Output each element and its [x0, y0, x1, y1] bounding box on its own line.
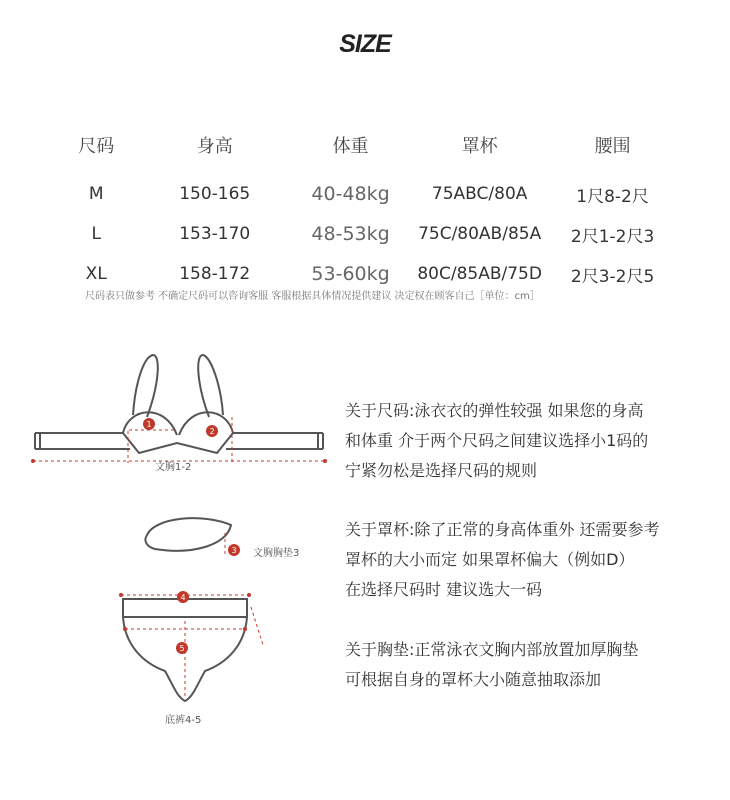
size-advice [345, 396, 648, 486]
cell-cup: 75ABC/80A [431, 184, 528, 204]
cell-waist: 2尺1-2尺3 [570, 226, 655, 247]
cell-height: 158-172 [179, 264, 251, 284]
dot-icon [243, 627, 247, 631]
dot-icon [323, 459, 327, 463]
cell-waist: 1尺8-2尺 [576, 186, 649, 207]
cup-advice [345, 515, 659, 605]
size-table [50, 128, 680, 294]
marker-4-label: 4 [180, 593, 186, 602]
dot-icon [247, 593, 251, 597]
bra-label: 文胸1-2 [155, 462, 192, 473]
brief-label: 底裤4-5 [165, 715, 202, 726]
cell-cup: 75C/80AB/85A [418, 224, 542, 244]
header-size: 尺码 [78, 136, 115, 157]
marker-1-label: 1 [146, 420, 152, 429]
brief-measure-lines [121, 595, 263, 699]
cell-height: 150-165 [179, 184, 251, 204]
cell-size: XL [85, 264, 107, 284]
marker-3-label: 3 [231, 546, 237, 555]
dot-icon [119, 593, 123, 597]
pad-advice-line: 关于胸垫:正常泳衣文胸内部放置加厚胸垫 [345, 640, 639, 659]
cell-waist: 2尺3-2尺5 [570, 266, 655, 287]
cell-size: L [91, 224, 101, 244]
cell-weight: 48-53kg [311, 223, 390, 245]
cell-height: 153-170 [179, 224, 251, 244]
cell-cup: 80C/85AB/75D [417, 264, 542, 284]
cell-weight: 53-60kg [311, 263, 390, 285]
size-advice-line: 关于尺码:泳衣衣的弹性较强 如果您的身高 [345, 401, 644, 420]
bra-pad-illustration [145, 518, 231, 551]
pad-advice-line: 可根据自身的罩杯大小随意抽取添加 [345, 670, 602, 689]
dot-icon [31, 459, 35, 463]
pad-label: 文胸胸垫3 [253, 548, 300, 559]
cell-weight: 40-48kg [311, 183, 390, 205]
bra-measure-lines [33, 417, 325, 463]
bra-illustration [35, 355, 323, 453]
table-row [50, 214, 680, 254]
dot-icon [123, 627, 127, 631]
cup-advice-line: 罩杯的大小而定 如果罩杯偏大（例如D） [345, 550, 635, 569]
marker-5-label: 5 [179, 644, 185, 653]
table-header-row [50, 128, 680, 162]
measurement-diagram [25, 345, 335, 745]
size-advice-line: 和体重 介于两个尺码之间建议选择小1码的 [345, 431, 649, 450]
cell-size: M [88, 184, 104, 204]
size-advice-line: 宁紧勿松是选择尺码的规则 [345, 461, 538, 480]
size-note: 尺码表只做参考 不确定尺码可以咨询客服 客服根据具体情况提供建议 决定权在顾客自己［单位：cm］ [85, 291, 540, 302]
marker-2-label: 2 [209, 427, 215, 436]
header-cup: 罩杯 [461, 136, 498, 157]
cup-advice-line: 关于罩杯:除了正常的身高体重外 还需要参考 [345, 520, 660, 539]
table-row [50, 174, 680, 214]
page-title: SIZE [339, 30, 391, 58]
header-weight: 体重 [332, 136, 369, 157]
pad-advice [345, 635, 638, 695]
cup-advice-line: 在选择尺码时 建议选大一码 [345, 580, 543, 599]
header-waist: 腰围 [594, 136, 631, 157]
header-height: 身高 [196, 136, 233, 157]
